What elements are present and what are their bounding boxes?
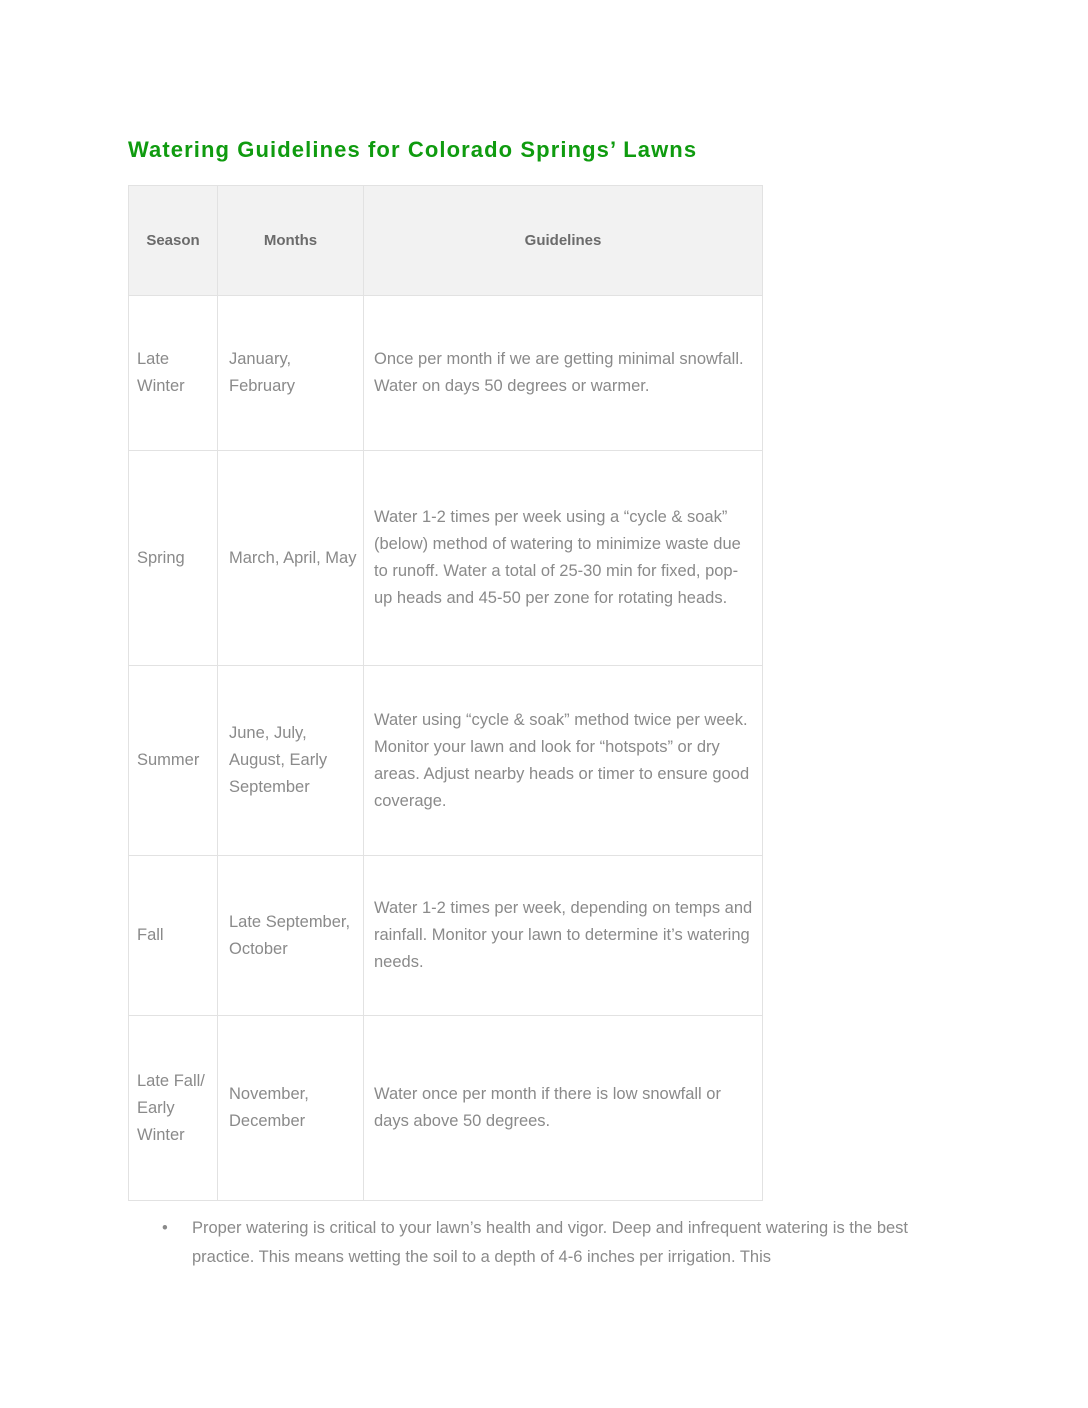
cell-season: Spring: [129, 451, 218, 666]
cell-guidelines: Once per month if we are getting minimal snowfall. Water on days 50 degrees or warmer.: [364, 296, 763, 451]
table-header-row: [129, 186, 763, 296]
cell-season: Fall: [129, 856, 218, 1016]
column-header-guidelines: Guidelines: [364, 186, 763, 296]
table-header: [129, 186, 763, 296]
column-header-season: Season: [129, 186, 218, 296]
list-item: [128, 1214, 968, 1272]
watering-guidelines-table: [128, 185, 763, 1201]
table-row: [129, 296, 763, 451]
cell-season: Late Winter: [129, 296, 218, 451]
cell-guidelines: Water using “cycle & soak” method twice per week. Monitor your lawn and look for “hotspots” or dry areas. Adjust nearby heads or timer to ensure good coverage.: [364, 666, 763, 856]
table-row: [129, 666, 763, 856]
cell-guidelines: Water 1-2 times per week, depending on temps and rainfall. Monitor your lawn to determine it’s watering needs.: [364, 856, 763, 1016]
cell-months: January, February: [218, 296, 364, 451]
list-item-text: Proper watering is critical to your lawn’s health and vigor. Deep and infrequent watering is the best practice. This means wetting the soil to a depth of 4-6 inches per irrigation. This: [192, 1219, 909, 1266]
page-title: Watering Guidelines for Colorado Springs’ Lawns: [128, 137, 698, 162]
table-row: [129, 856, 763, 1016]
table-row: [129, 451, 763, 666]
cell-months: Late September, October: [218, 856, 364, 1016]
table-body: [129, 296, 763, 1201]
cell-guidelines: Water 1-2 times per week using a “cycle & soak” (below) method of watering to minimize waste due to runoff. Water a total of 25-30 min for fixed, pop-up heads and 45-50 per zone for rotating heads.: [364, 451, 763, 666]
cell-guidelines: Water once per month if there is low snowfall or days above 50 degrees.: [364, 1016, 763, 1201]
cell-season: Summer: [129, 666, 218, 856]
column-header-months: Months: [218, 186, 364, 296]
bullet-icon: •: [162, 1219, 168, 1237]
notes-list: [128, 1214, 968, 1272]
cell-months: November, December: [218, 1016, 364, 1201]
cell-months: March, April, May: [218, 451, 364, 666]
document-content: [128, 136, 968, 1272]
cell-months: June, July, August, Early September: [218, 666, 364, 856]
cell-season: Late Fall/ Early Winter: [129, 1016, 218, 1201]
table-row: [129, 1016, 763, 1201]
